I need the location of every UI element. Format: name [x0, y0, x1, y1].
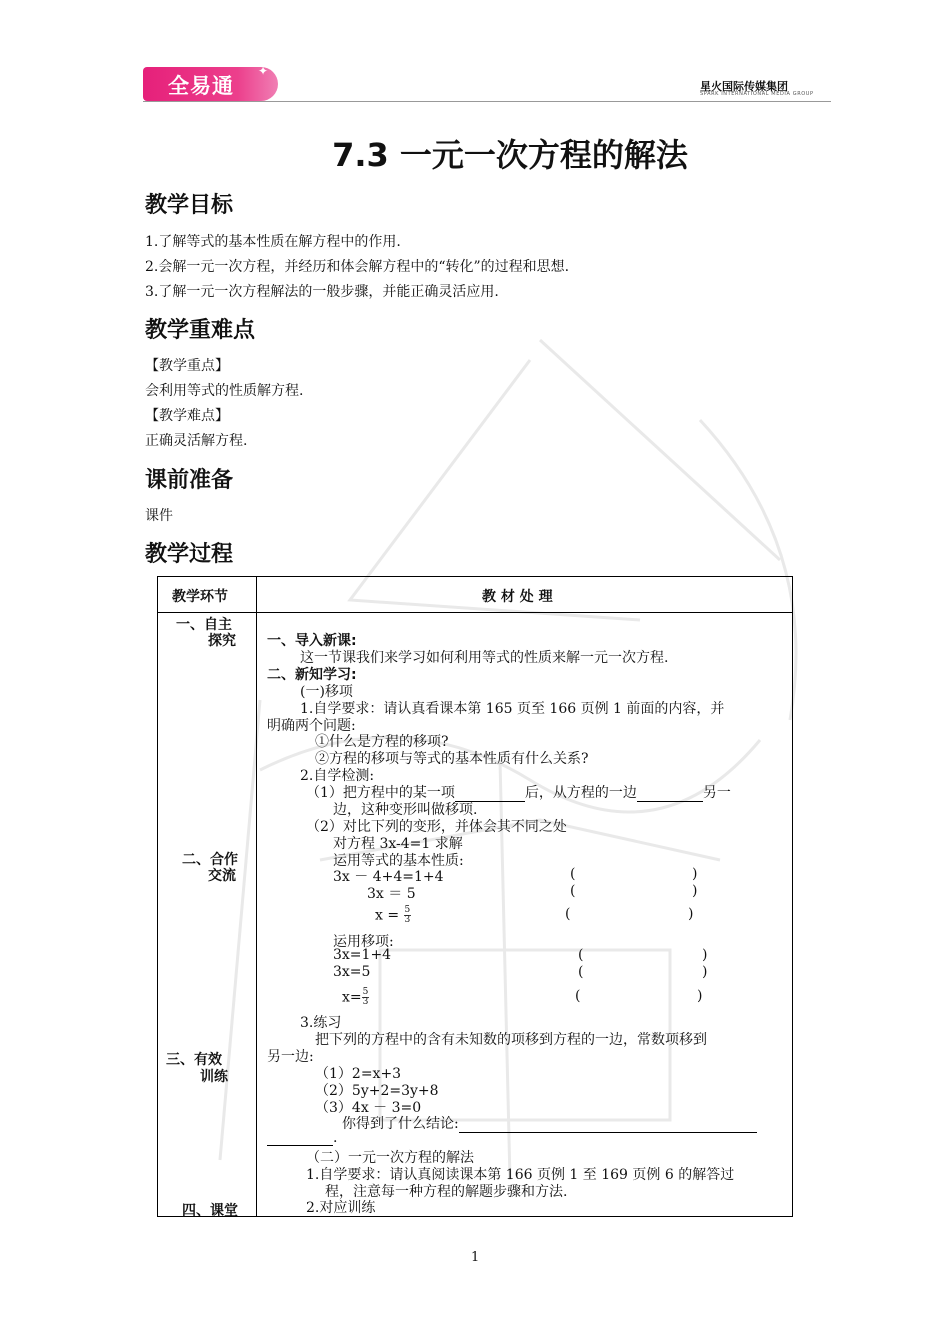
- focus-label: 【教学重点】: [145, 358, 229, 374]
- conclusion-blank[interactable]: [459, 1118, 757, 1133]
- conclusion-label: 你得到了什么结论:: [342, 1116, 459, 1132]
- paren-close: ): [697, 988, 703, 1004]
- paren-open: (: [570, 866, 576, 882]
- stage-label: 二、合作: [182, 852, 238, 868]
- by-property-label: 运用等式的基本性质:: [333, 853, 464, 869]
- difficulty-label: 【教学难点】: [145, 408, 229, 424]
- goal-item: 1.了解等式的基本性质在解方程中的作用.: [145, 234, 401, 250]
- stage-label: 三、有效: [166, 1052, 222, 1068]
- paren-open: (: [570, 883, 576, 899]
- check-item-1-part-a: （1）把方程中的某一项: [306, 785, 455, 801]
- company-subtitle: SPARK INTERNATIONAL MEDIA GROUP: [700, 91, 814, 97]
- conclusion-end-dot: .: [333, 1130, 338, 1146]
- requirement-2b: 程，注意每一种方程的解题步骤和方法.: [325, 1184, 568, 1200]
- section-heading-key-points: 教学重难点: [145, 318, 256, 343]
- focus-text: 会利用等式的性质解方程.: [145, 383, 304, 399]
- paren-open: (: [575, 988, 581, 1004]
- check-item-1-part-d: 边，这种变形叫做移项.: [333, 802, 478, 818]
- company-name: 星火国际传媒集团: [700, 80, 788, 93]
- sub-heading-1: (一)移项: [300, 684, 353, 700]
- intro-text: 这一节课我们来学习如何利用等式的性质来解一元一次方程.: [300, 650, 669, 666]
- section-heading-process: 教学过程: [145, 542, 234, 567]
- self-check: 2.自学检测:: [300, 768, 375, 784]
- new-heading: 二、新知学习:: [267, 667, 357, 683]
- conclusion-prompt: [342, 1113, 757, 1133]
- exercise-2: （2）5y+2=3y+8: [315, 1083, 439, 1099]
- question-2: ②方程的移项与等式的基本性质有什么关系?: [315, 751, 589, 767]
- table-header-divider: [157, 612, 793, 613]
- practice-instruction-a: 把下列的方程中的含有未知数的项移到方程的一边，常数项移到: [315, 1032, 707, 1048]
- move-step-3-lhs: x=: [342, 989, 362, 1006]
- property-step-1: 3x － 4+4=1+4: [333, 869, 444, 885]
- paren-close: ): [692, 866, 698, 882]
- stage-label: 训练: [200, 1069, 228, 1085]
- requirement-2a: 1.自学要求：请认真阅读课本第 166 页例 1 至 169 页例 6 的解答过: [306, 1167, 735, 1183]
- paren-open: (: [578, 947, 584, 963]
- practice-heading: 3.练习: [300, 1015, 342, 1031]
- exercise-3: （3）4x － 3=0: [315, 1100, 422, 1116]
- header-divider: [143, 101, 831, 102]
- paren-close: ): [702, 964, 708, 980]
- intro-heading: 一、导入新课:: [267, 633, 357, 649]
- property-step-3: [375, 906, 411, 925]
- conclusion-blank[interactable]: [267, 1131, 333, 1146]
- prep-text: 课件: [145, 508, 173, 524]
- practice-instruction-b: 另一边:: [267, 1049, 314, 1065]
- table-column-divider: [256, 576, 257, 1217]
- page-title: 7.3 一元一次方程的解法: [332, 136, 688, 174]
- check-item-1-part-b: 后，从方程的一边: [524, 785, 637, 801]
- paren-close: ): [692, 883, 698, 899]
- section-heading-goals: 教学目标: [145, 193, 234, 218]
- fraction-five-thirds: $\frac{5}{3}$: [362, 987, 369, 1007]
- paren-open: (: [565, 906, 571, 922]
- check-item-2: （2）对比下列的变形，并体会其不同之处: [306, 819, 567, 835]
- equation-prompt: 对方程 3x-4=1 求解: [333, 836, 463, 852]
- paren-close: ): [688, 906, 694, 922]
- property-step-2: 3x ＝ 5: [367, 886, 416, 902]
- difficulty-text: 正确灵活解方程.: [145, 433, 248, 449]
- requirement-1a: 1.自学要求：请认真看课本第 165 页至 166 页例 1 前面的内容，并: [300, 701, 725, 717]
- training-item: 2.对应训练: [306, 1200, 376, 1216]
- sub-heading-2: （二）一元一次方程的解法: [306, 1150, 474, 1166]
- table-header-stage: 教学环节: [172, 589, 228, 605]
- stage-label: 探究: [208, 633, 236, 649]
- sparkle-icon: ✦: [258, 64, 269, 78]
- section-heading-prep: 课前准备: [145, 468, 234, 493]
- goal-item: 2.会解一元一次方程，并经历和体会解方程中的“转化”的过程和思想.: [145, 259, 570, 275]
- requirement-1b: 明确两个问题:: [267, 718, 356, 734]
- answer-blank[interactable]: [637, 787, 703, 802]
- page-number: 1: [471, 1250, 480, 1265]
- move-step-1: 3x=1+4: [333, 947, 392, 963]
- by-move-label: 运用移项:: [333, 934, 394, 950]
- table-header-content: 教 材 处 理: [482, 589, 553, 605]
- exercise-1: （1）2=x+3: [315, 1066, 402, 1082]
- question-1: ①什么是方程的移项?: [315, 734, 449, 750]
- check-item-1-part-c: 另一: [702, 785, 731, 801]
- brand-logo-text: 全易通: [168, 74, 234, 98]
- stage-label: 四、课堂: [182, 1203, 238, 1219]
- property-step-3-lhs: x =: [375, 907, 400, 924]
- conclusion-continuation: [267, 1130, 337, 1146]
- paren-close: ): [702, 947, 708, 963]
- paren-open: (: [578, 964, 584, 980]
- stage-label: 一、自主: [176, 617, 232, 633]
- move-step-2: 3x=5: [333, 964, 371, 980]
- fraction-five-thirds: $\frac{5}{3}$: [404, 905, 411, 925]
- stage-label: 交流: [208, 868, 236, 884]
- move-step-3: [342, 988, 369, 1007]
- goal-item: 3.了解一元一次方程解法的一般步骤，并能正确灵活应用.: [145, 284, 499, 300]
